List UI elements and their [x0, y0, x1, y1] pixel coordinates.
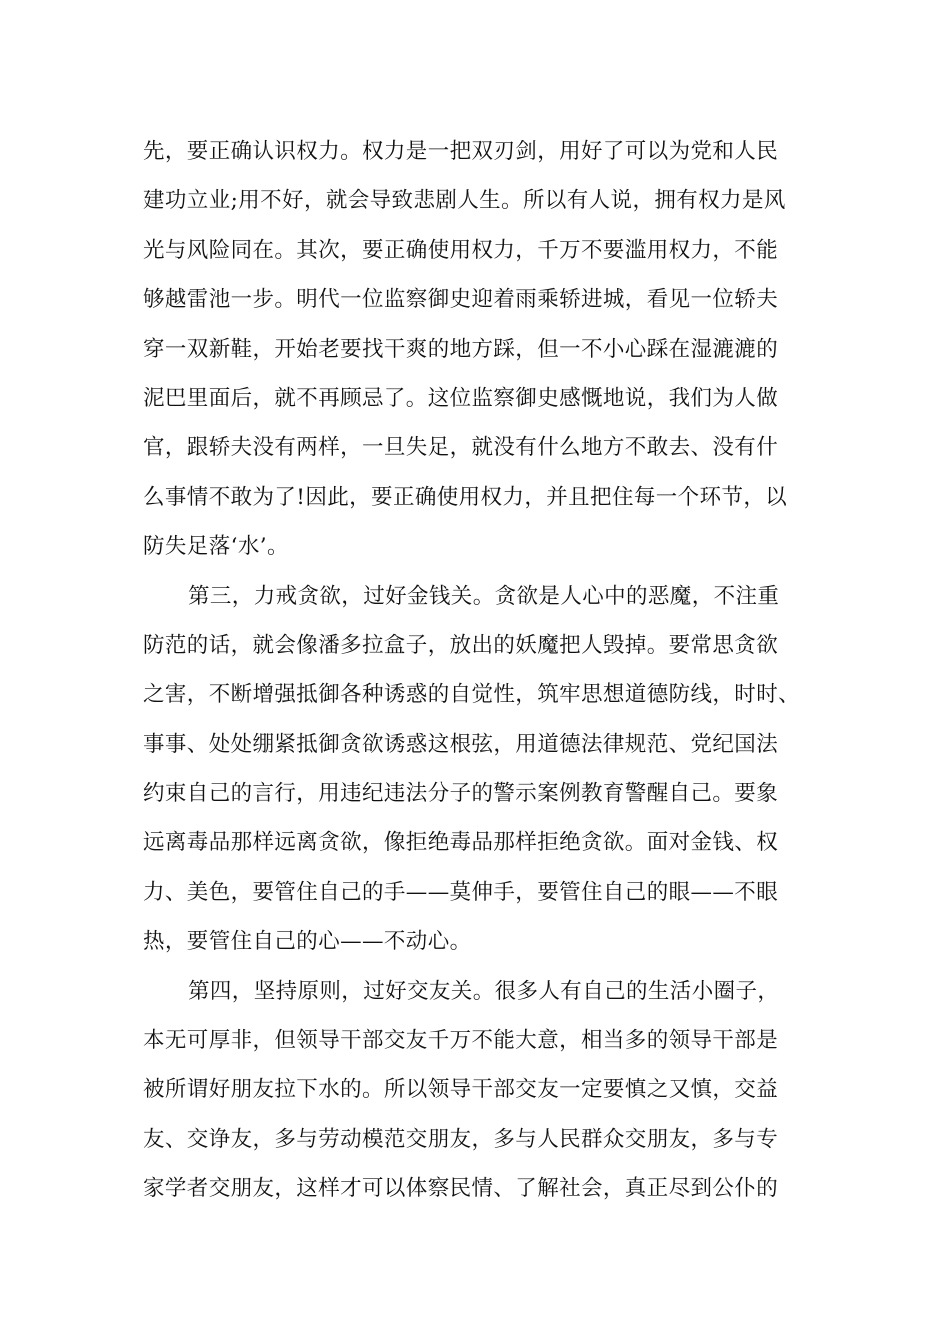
text-line: 被所谓好朋友拉下水的。所以领导干部交友一定要慎之又慎，交益: [143, 1077, 779, 1103]
text-line: 光与风险同在。其次，要正确使用权力，千万不要滥用权力，不能: [143, 237, 779, 263]
text-line: 建功立业;用不好，就会导致悲剧人生。所以有人说，拥有权力是风: [143, 188, 786, 214]
document-body: [143, 131, 823, 1218]
text-line: 防范的话，就会像潘多拉盒子，放出的妖魔把人毁掉。要常思贪欲: [143, 632, 779, 658]
text-line: 么事情不敢为了!因此，要正确使用权力，并且把住每一个环节，以: [143, 484, 788, 510]
text-line: 热，要管住自己的心——不动心。: [143, 929, 472, 955]
text-line: 够越雷池一步。明代一位监察御史迎着雨乘轿进城，看见一位轿夫: [143, 287, 779, 313]
text-line: 友、交诤友，多与劳动模范交朋友，多与人民群众交朋友，多与专: [143, 1126, 779, 1152]
text-line: 约束自己的言行，用违纪违法分子的警示案例教育警醒自己。要象: [143, 781, 779, 807]
text-line: 力、美色，要管住自己的手——莫伸手，要管住自己的眼——不眼: [143, 879, 779, 905]
text-line: 家学者交朋友，这样才可以体察民情、了解社会，真正尽到公仆的: [143, 1176, 779, 1202]
text-line: 穿一双新鞋，开始老要找干爽的地方踩，但一不小心踩在湿漉漉的: [143, 336, 779, 362]
paragraph-start-line: 第三，力戒贪欲，过好金钱关。贪欲是人心中的恶魔，不注重: [188, 583, 780, 609]
text-line: 本无可厚非，但领导干部交友千万不能大意，相当多的领导干部是: [143, 1028, 779, 1054]
text-line: 事事、处处绷紧抵御贪欲诱惑这根弦，用道德法律规范、党纪国法: [143, 731, 779, 757]
text-line: 官，跟轿夫没有两样，一旦失足，就没有什么地方不敢去、没有什: [143, 435, 779, 461]
text-line: 远离毒品那样远离贪欲，像拒绝毒品那样拒绝贪欲。面对金钱、权: [143, 830, 779, 856]
text-line: 防失足落‘水’。: [143, 534, 289, 560]
text-line: 泥巴里面后，就不再顾忌了。这位监察御史感慨地说，我们为人做: [143, 385, 779, 411]
paragraph-start-line: 第四，坚持原则，过好交友关。很多人有自己的生活小圈子，: [188, 978, 780, 1004]
text-line: 先，要正确认识权力。权力是一把双刃剑，用好了可以为党和人民: [143, 139, 779, 164]
text-line: 之害，不断增强抵御各种诱惑的自觉性，筑牢思想道德防线，时时、: [143, 682, 801, 708]
